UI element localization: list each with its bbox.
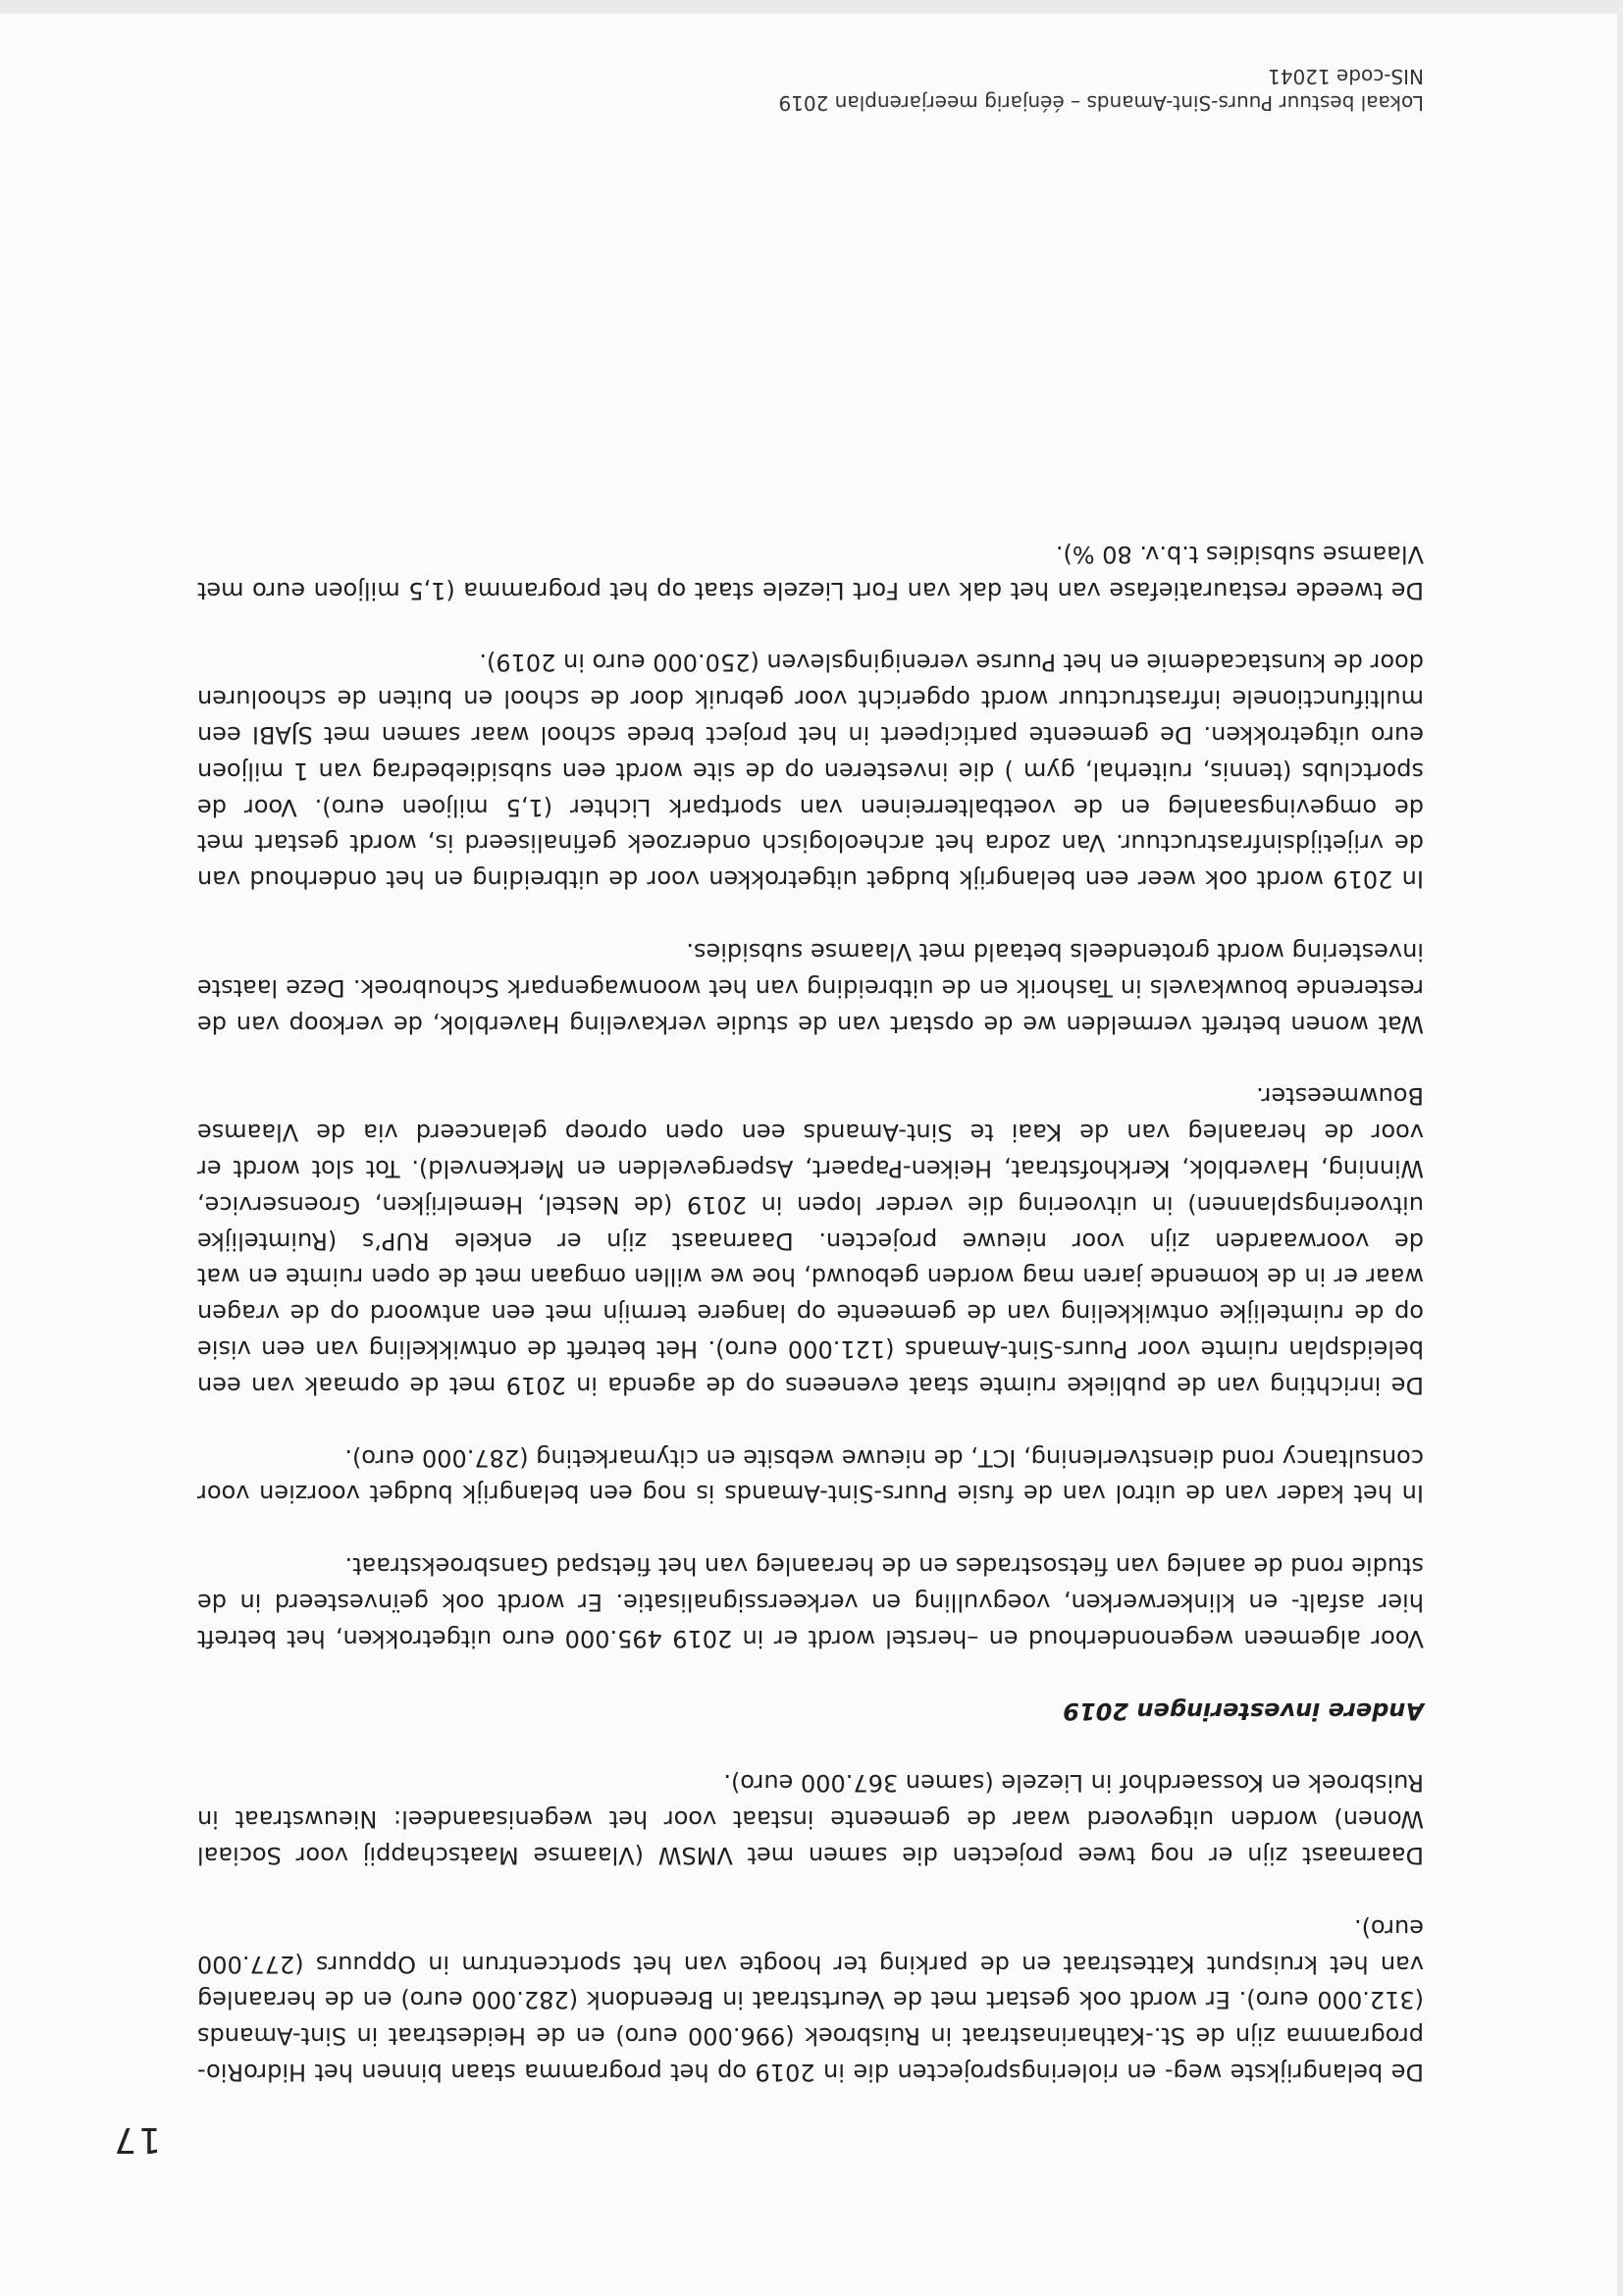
header-nis-code: NIS-code 12041 (1268, 65, 1424, 88)
section-heading: Andere investeringen 2019 (1063, 1696, 1424, 1725)
paragraph: Voor algemeen wegenonderhoud en –herstel wordt er in 2019 495.000 euro uitgetrokken, het betreft hier asfalt- en klinkerwerken, voegvulling en verkeerssignalisatie. Er wordt ook geïnvesteerd in de studie rond de aanleg van fietsostrades en de heraanleg van het fietspad Gansbroekstraat. (197, 1552, 1424, 1652)
paragraph: In 2019 wordt ook weer een belangrijk budget uitgetrokken voor de uitbreiding en het onderhoud van de vrijetijdsinfrastructuur. Van zodra het archeologisch onderzoek gefinaliseerd is, wordt gestart met de omgevingsaanleg en de voetbalterreinen van sportpark Lichter (1,5 miljoen euro). Voor de sportclubs (tennis, ruiterhal, gym ) die investeren op de site wordt een subsidiebedrag van 1 miljoen euro uitgetrokken. De gemeente participeert in het project brede school waar samen met SJABI een multifunctionele infrastructuur wordt opgericht voor gebruik door de school en buiten de schooluren door de kunstacademie en het Puurse verenigingsleven (250.000 euro in 2019). (197, 649, 1424, 894)
paragraph: In het kader van de uitrol van de fusie Puurs-Sint-Amands is nog een belangrijk budget voorzien voor consultancy rond dienstverlening, ICT, de nieuwe website en citymarketing (287.000 euro). (197, 1443, 1424, 1508)
document-header (778, 63, 1424, 116)
paragraph: Wat wonen betreft vermelden we de opstart van de studie verkaveling Haverblok, de verkoop van de resterende bouwkavels in Tashorik en de uitbreiding van het woonwagenpark Schoubroek. Deze laatste investering wordt grotendeels betaald met Vlaamse subsidies. (197, 938, 1424, 1038)
paragraph: De belangrijkste weg- en rioleringsprojecten die in 2019 op het programma staan binnen het HidroRio-programma zijn de St.-Katharinastraat in Ruisbroek (996.000 euro) en de Heidestraat in Sint-Amands (312.000 euro). Er wordt ook gestart met de Veurtstraat in Breendonk (282.000 euro) en de heraanleg van het kruispunt Kattestraat en de parking ter hoogte van het sportcentrum in Oppuurs (277.000 euro). (197, 1913, 1424, 2086)
paragraph: Daarnaast zijn er nog twee projecten die samen met VMSW (Vlaamse Maatschappij voor Sociaal Wonen) worden uitgevoerd waar de gemeente instaat voor het wegenisaandeel: Nieuwstraat in Ruisbroek en Kossaerdhof in Liezele (samen 367.000 euro). (197, 1769, 1424, 1870)
paragraph: De tweede restauratiefase van het dak van Fort Liezele staat op het programma (1,5 miljoen euro met Vlaamse subsidies t.b.v. 80 %). (197, 540, 1424, 604)
scan-border-top (0, 0, 1623, 14)
page-number: 17 (112, 2119, 161, 2160)
paragraph: De inrichting van de publieke ruimte staat eveneens op de agenda in 2019 met de opmaak van een beleidsplan ruimte voor Puurs-Sint-Amands (121.000 euro). Het betreft de ontwikkeling van een visie op de ruimtelijke ontwikkeling van de gemeente op langere termijn met een antwoord op de vragen waar er in de komende jaren mag worden gebouwd, hoe we willen omgaan met de open ruimte en wat de voorwaarden zijn voor nieuwe projecten. Daarnaast zijn er enkele RUP’s (Ruimtelijke uitvoeringsplannen) in uitvoering die verder lopen in 2019 (de Nestel, Hemelrijken, Groenservice, Winning, Haverblok, Kerkhofstraat, Heiken-Papaert, Aspergevelden en Merkenveld). Tot slot wordt er voor de heraanleg van de Kaai te Sint-Amands een open oproep gelanceerd via de Vlaamse Bouwmeester. (197, 1082, 1424, 1399)
header-title: Lokaal bestuur Puurs-Sint-Amands – éénjarig meerjarenplan 2019 (778, 91, 1424, 115)
document-body (197, 499, 1424, 2090)
scan-border-right (1617, 0, 1623, 2296)
